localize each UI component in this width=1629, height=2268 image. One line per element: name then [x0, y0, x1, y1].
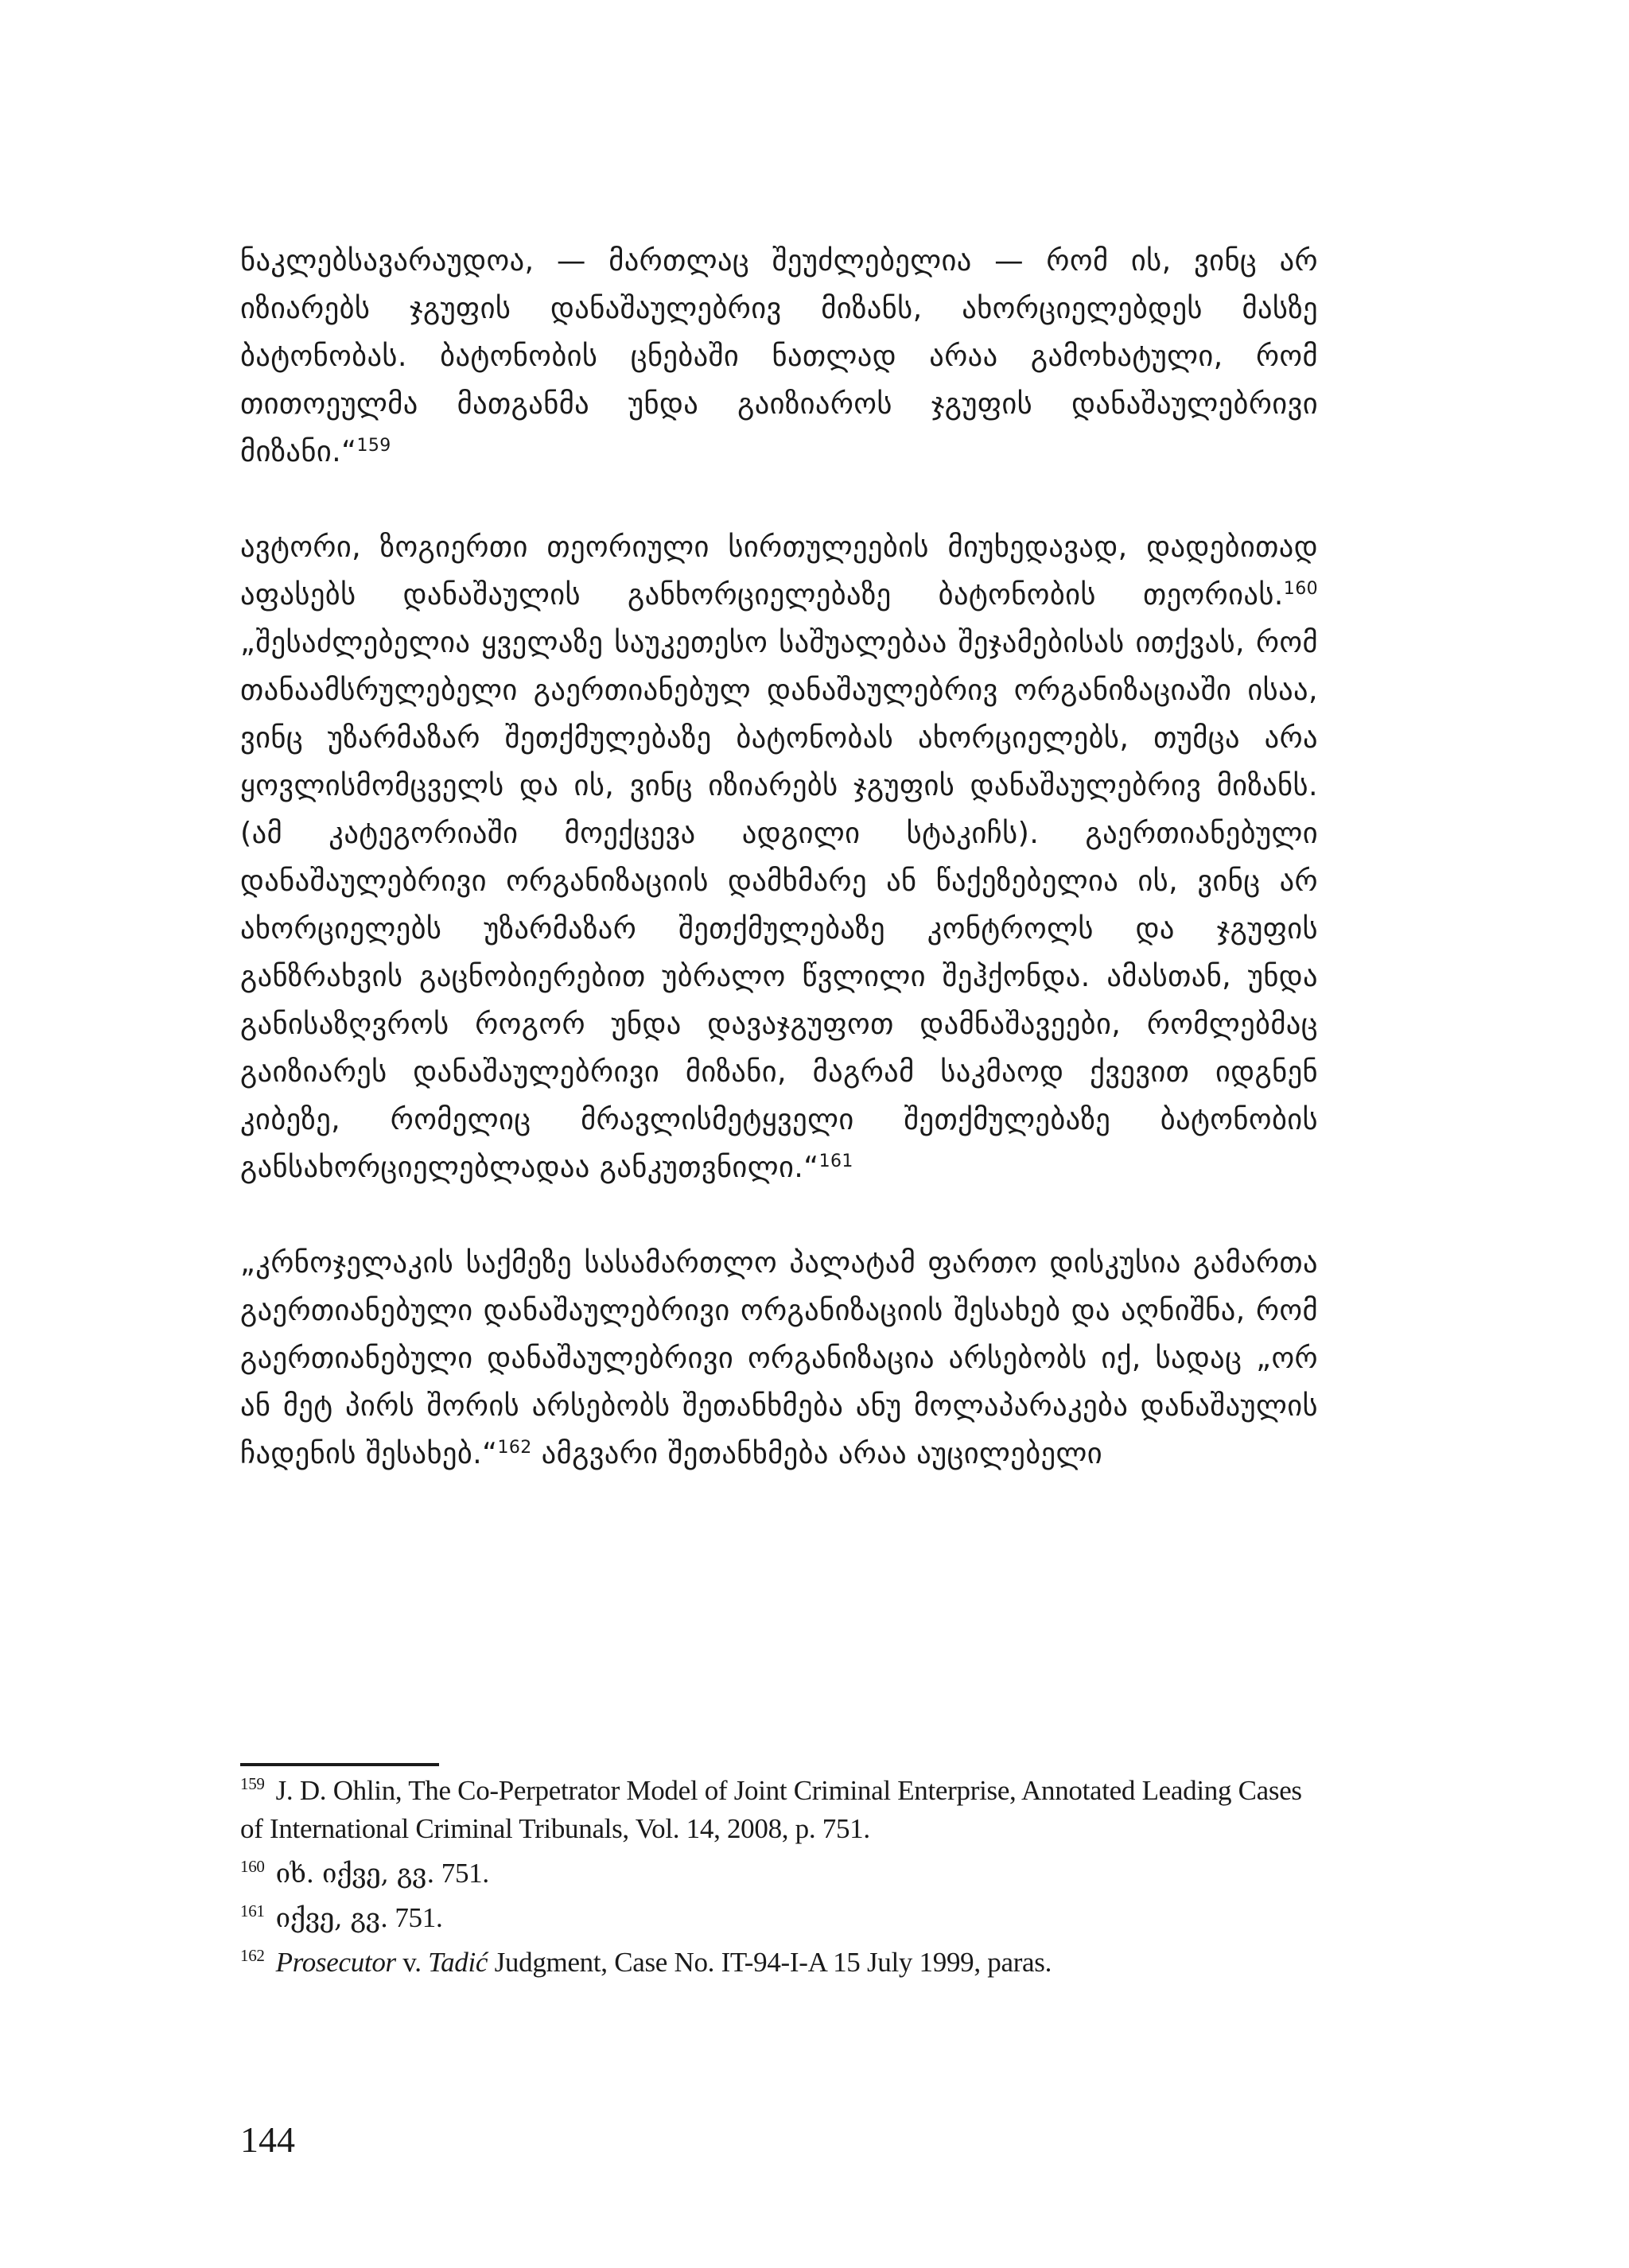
footnote-versus: v.	[395, 1947, 429, 1978]
footnote-160	[240, 1854, 1322, 1893]
footnote-text-georgian: იქვე, გვ.	[275, 1902, 388, 1933]
paragraph-quote: „შესაძლებელია ყველაზე საუკეთესო საშუალებაა შეჯამებისას ითქვას, რომ თანაამსრულებელი გაერთიანებულ დანაშაულებრივ ორგანიზაციაში ისაა, ვინც უზარმაზარ შეთქმულებაზე ბატონობას ახორციელებს, თუმცა არა ყოვლისმომცველს და ის, ვინც იზიარებს ჯგუფის დანაშაულებრივ მიზანს. (ამ კატეგორიაში მოექცევა ადგილი სტაკიჩს). გაერთიანებული დანაშაულებრივი ორგანიზაციის დამხმარე ან წაქეზებელია ის, ვინც არ ახორციელებს უზარმაზარ შეთქმულებაზე კონტროლს და ჯგუფის განზრახვის გაცნობიერებით უბრალო წვლილი შეჰქონდა. ამასთან, უნდა განისაზღვროს როგორ უნდა დავაჯგუფოთ დამნაშავეები, რომლებმაც გაიზიარეს დანაშაულებრივი მიზანი, მაგრამ საკმაოდ ქვევით იდგნენ კიბეზე, რომელიც მრავლისმეტყველი შეთქმულებაზე ბატონობის განსახორციელებლადაა განკუთვნილი.“	[240, 625, 1318, 1184]
paragraph-1	[240, 237, 1318, 476]
footnote-text: 751.	[387, 1902, 443, 1933]
paragraph-3	[240, 1239, 1318, 1478]
footnote-text: J. D. Ohlin, The Co-Perpetrator Model of Joint Criminal Enterprise, Annotated Leading Cases of International Criminal Tribunals, Vol. 14, 2008, p. 751.	[240, 1775, 1302, 1844]
footnote-number: 162	[240, 1946, 265, 1966]
footnote-number: 160	[240, 1857, 265, 1877]
footnote-text-georgian: იხ. იქვე, გვ.	[275, 1858, 435, 1889]
footnote-number: 159	[240, 1774, 265, 1794]
paragraph-text-continued: ამგვარი შეთანხმება არაა აუცილებელი	[531, 1436, 1103, 1470]
case-name-prosecutor: Prosecutor	[275, 1947, 396, 1978]
paragraph-text: ნაკლებსავარაუდოა, — მართლაც შეუძლებელია — რომ ის, ვინც არ იზიარებს ჯგუფის დანაშაულებრივ მიზანს, ახორციელებდეს მასზე ბატონობას. ბატონობის ცნებაში ნათლად არაა გამოხატული, რომ თითოეულმა მათგანმა უნდა გაიზიაროს ჯგუფის დანაშაულებრივი მიზანი.“	[240, 243, 1318, 468]
footnote-separator	[240, 1763, 439, 1766]
footnote-ref: 160	[1283, 578, 1318, 599]
footnote-ref: 161	[818, 1151, 853, 1171]
footnote-ref: 162	[497, 1437, 532, 1458]
footnote-162	[240, 1944, 1322, 1982]
footnote-ref: 159	[356, 435, 391, 456]
footnote-159	[240, 1772, 1322, 1848]
footnote-161	[240, 1899, 1322, 1937]
paragraph-text: ავტორი, ზოგიერთი თეორიული სირთულეების მიუხედავად, დადებითად აფასებს დანაშაულის განხორციელებაზე ბატონობის თეორიას.	[240, 530, 1318, 612]
footnote-text: 751.	[434, 1858, 489, 1889]
footnotes	[240, 1772, 1322, 1988]
paragraph-2	[240, 523, 1318, 1191]
footnote-text: Judgment, Case No. IT-94-I-A 15 July 1999, paras.	[488, 1947, 1052, 1978]
footnote-number: 161	[240, 1901, 265, 1921]
paragraph-text: „კრნოჯელაკის საქმეზე სასამართლო პალატამ ფართო დისკუსია გამართა გაერთიანებული დანაშაულებრივი ორგანიზაციის შესახებ და აღნიშნა, რომ გაერთიანებული დანაშაულებრივი ორგანიზაცია არსებობს იქ, სადაც „ორ ან მეტ პირს შორის არსებობს შეთანხმება ანუ მოლაპარაკება დანაშაულის ჩადენის შესახებ.“	[240, 1245, 1318, 1470]
case-name-tadic: Tadić	[428, 1947, 488, 1978]
page-number: 144	[240, 2119, 295, 2160]
body-text	[240, 237, 1318, 1478]
